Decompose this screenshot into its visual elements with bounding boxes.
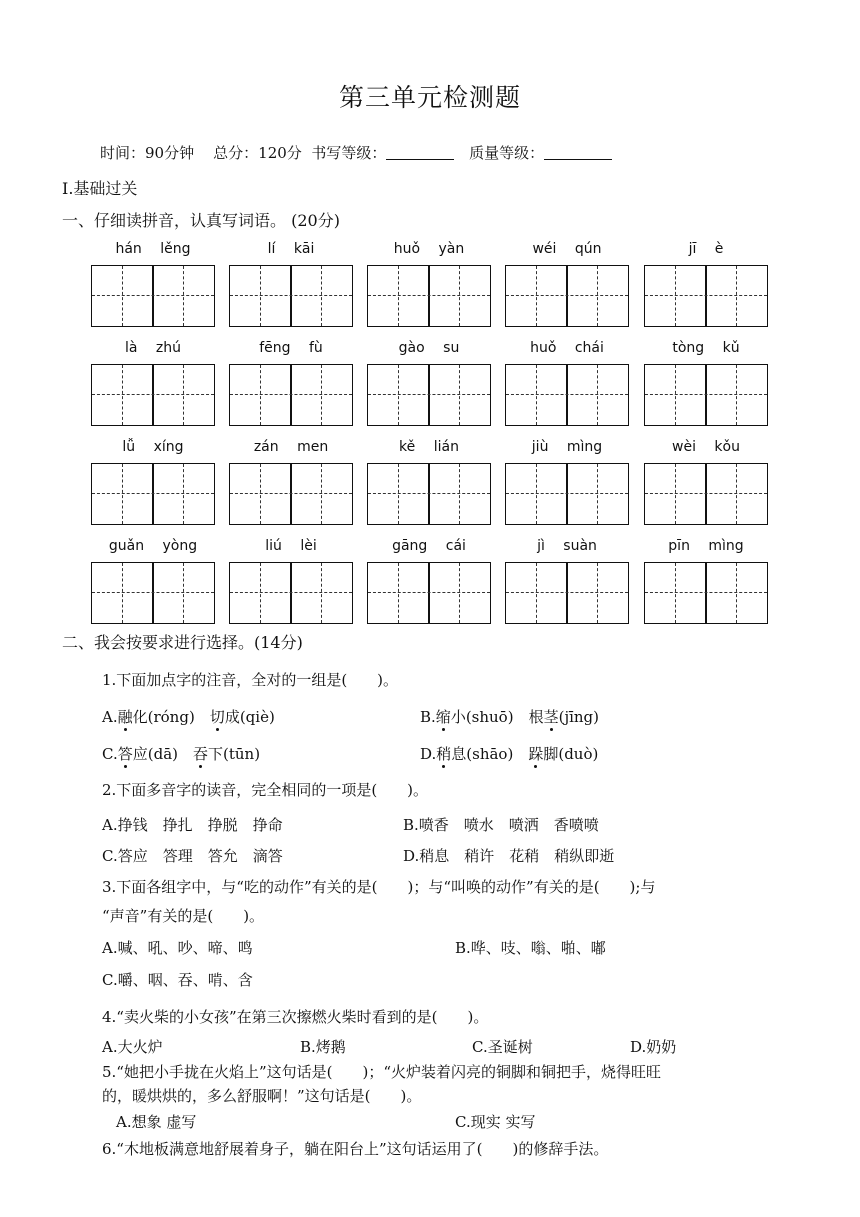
pinyin-label: wèi kǒu [672, 439, 740, 455]
writing-grid[interactable] [229, 364, 353, 426]
pinyin-label: liú lèi [265, 538, 317, 554]
pinyin-label: lí kāi [267, 241, 315, 257]
writing-grid[interactable] [229, 265, 353, 327]
q2-stem: 2.下面多音字的读音，完全相同的一项是( )。 [102, 781, 429, 799]
pinyin-label: gāng cái [392, 538, 466, 554]
q5-option-a[interactable]: A.想象 虚写 [116, 1113, 197, 1131]
writing-grid[interactable] [644, 364, 768, 426]
q2-option-a[interactable]: A.挣钱 挣扎 挣脱 挣命 [102, 816, 283, 834]
writing-grid[interactable] [644, 463, 768, 525]
pinyin-label: lǚ xíng [122, 439, 184, 455]
q1-option-a[interactable]: A.融化(róng) 切成(qiè) [102, 708, 275, 726]
writing-grid[interactable] [644, 562, 768, 624]
q2-option-b[interactable]: B.喷香 喷水 喷洒 香喷喷 [403, 816, 599, 834]
q3-stem-line1: 3.下面各组字中，与“吃的动作”有关的是( )；与“叫唤的动作”有关的是( );与 [102, 878, 656, 896]
q4-option-c[interactable]: C.圣诞树 [472, 1038, 533, 1056]
section1-heading: 一、仔细读拼音，认真写词语。 (20分) [62, 211, 340, 230]
writing-grid[interactable] [644, 265, 768, 327]
q2-option-d[interactable]: D.稍息 稍许 花稍 稍纵即逝 [403, 847, 615, 865]
writing-grid[interactable] [91, 562, 215, 624]
writing-grid[interactable] [229, 463, 353, 525]
writing-grade-label: 书写等级： [311, 144, 387, 162]
writing-grid[interactable] [229, 562, 353, 624]
q6-stem: 6.“木地板满意地舒展着身子，躺在阳台上”这句话运用了( )的修辞手法。 [102, 1140, 609, 1158]
section2-heading: 二、我会按要求进行选择。(14分) [62, 633, 303, 652]
exam-meta [100, 142, 622, 163]
pinyin-label: pīn mìng [668, 538, 744, 554]
pinyin-label: fēng fù [259, 340, 323, 356]
pinyin-label: là zhú [124, 340, 181, 356]
pinyin-label: jiù mìng [531, 439, 603, 455]
writing-grid[interactable] [367, 463, 491, 525]
q4-option-d[interactable]: D.奶奶 [630, 1038, 677, 1056]
writing-grid[interactable] [91, 364, 215, 426]
writing-grid[interactable] [91, 265, 215, 327]
score-label: 总分：120分 [213, 144, 302, 162]
pinyin-label: huǒ yàn [393, 241, 465, 257]
q5-option-c[interactable]: C.现实 实写 [455, 1113, 536, 1131]
q4-stem: 4.“卖火柴的小女孩”在第三次擦燃火柴时看到的是( )。 [102, 1008, 489, 1026]
pinyin-label: gào su [398, 340, 460, 356]
writing-grid[interactable] [505, 364, 629, 426]
part-heading: Ⅰ.基础过关 [62, 179, 138, 198]
q4-option-a[interactable]: A.大火炉 [102, 1038, 163, 1056]
q1-option-d[interactable]: D.稍息(shāo) 跺脚(duò) [420, 745, 599, 763]
q2-option-c[interactable]: C.答应 答理 答允 滴答 [102, 847, 283, 865]
q1-option-b[interactable]: B.缩小(shuō) 根茎(jīng) [420, 708, 600, 726]
writing-grid[interactable] [505, 265, 629, 327]
pinyin-label: zán men [253, 439, 329, 455]
q1-option-c[interactable]: C.答应(dā) 吞下(tūn) [102, 745, 261, 763]
pinyin-label: hán lěng [115, 241, 191, 257]
page-title: 第三单元检测题 [338, 83, 521, 112]
q3-stem-line2: “声音”有关的是( )。 [102, 907, 265, 925]
q5-stem-line1: 5.“她把小手拢在火焰上”这句话是( )；“火炉装着闪亮的铜脚和铜把手，烧得旺旺 [102, 1063, 662, 1081]
quality-grade-blank[interactable] [544, 145, 612, 160]
pinyin-label: jī è [688, 241, 724, 257]
q4-option-b[interactable]: B.烤鹅 [300, 1038, 346, 1056]
quality-grade-label: 质量等级： [469, 144, 545, 162]
writing-grade-blank[interactable] [386, 145, 454, 160]
q5-stem-line2: 的，暖烘烘的，多么舒服啊！”这句话是( )。 [102, 1087, 422, 1105]
q3-option-a[interactable]: A.喊、吼、吵、啼、鸣 [102, 939, 253, 957]
time-label: 时间：90分钟 [100, 144, 195, 162]
writing-grid[interactable] [91, 463, 215, 525]
q3-option-c[interactable]: C.嚼、咽、吞、啃、含 [102, 971, 253, 989]
writing-grid[interactable] [367, 562, 491, 624]
pinyin-label: wéi qún [532, 241, 602, 257]
q1-stem: 1.下面加点字的注音，全对的一组是( )。 [102, 671, 399, 689]
writing-grid[interactable] [367, 364, 491, 426]
pinyin-label: guǎn yòng [108, 538, 198, 554]
writing-grid[interactable] [367, 265, 491, 327]
writing-grid[interactable] [505, 562, 629, 624]
q3-option-b[interactable]: B.哗、吱、嗡、啪、嘟 [455, 939, 606, 957]
pinyin-label: kě lián [399, 439, 459, 455]
writing-grid[interactable] [505, 463, 629, 525]
pinyin-label: jì suàn [537, 538, 597, 554]
pinyin-label: huǒ chái [530, 340, 604, 356]
pinyin-label: tòng kǔ [672, 340, 740, 356]
